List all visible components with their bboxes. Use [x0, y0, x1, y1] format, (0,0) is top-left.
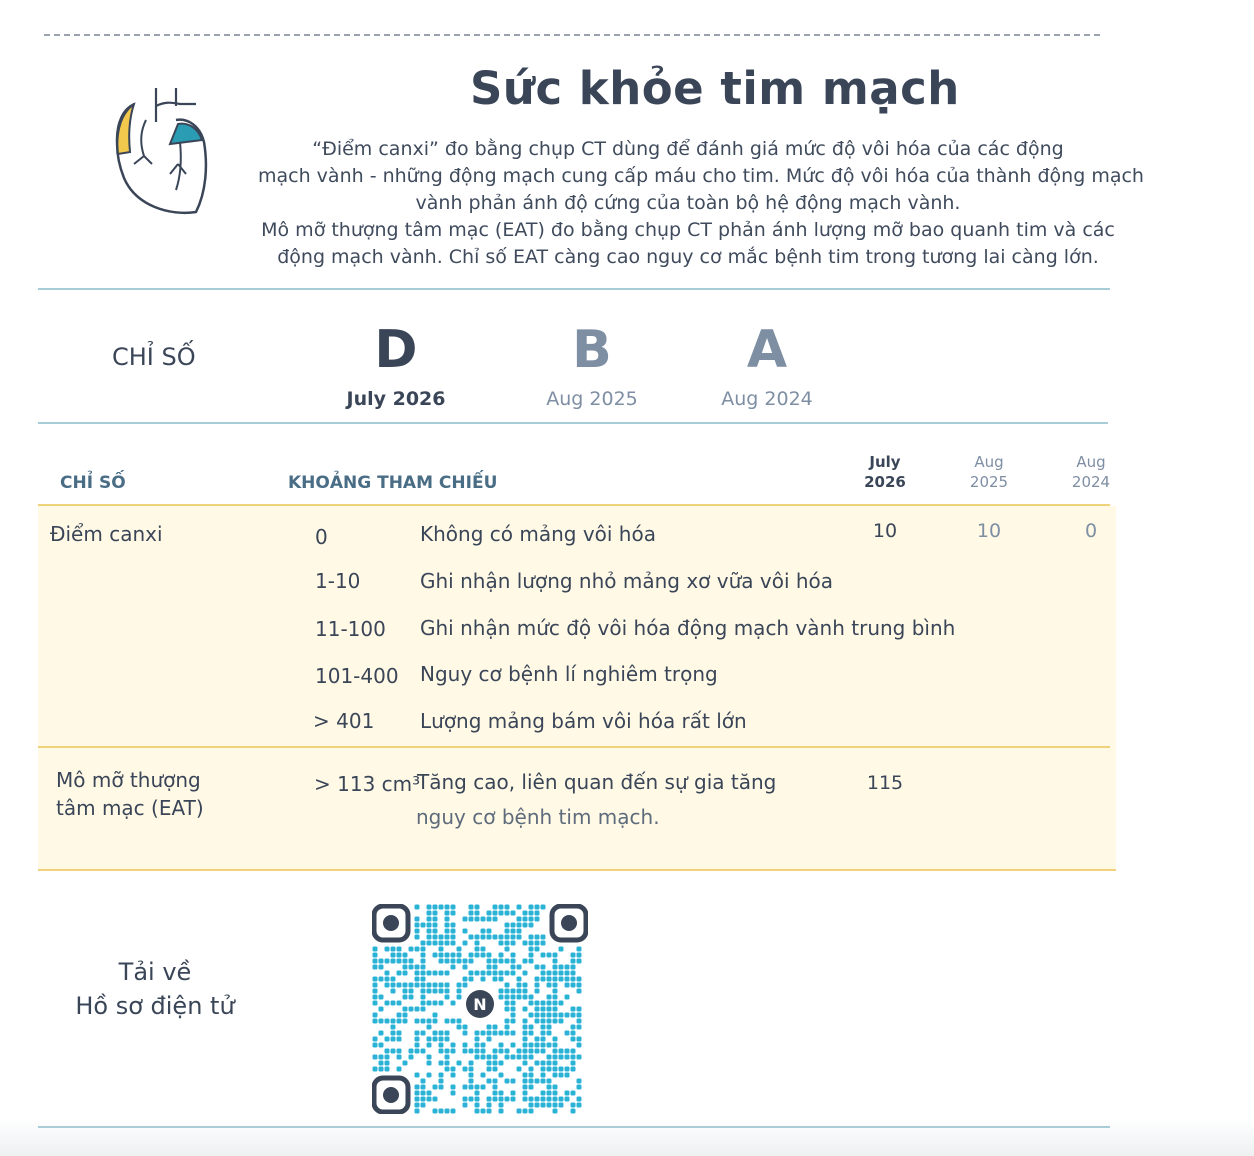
- divider: [38, 1126, 1110, 1128]
- range-description: nguy cơ bệnh tim mạch.: [416, 805, 660, 829]
- page-title: Sức khỏe tim mạch: [470, 62, 960, 115]
- grade-letter: B: [572, 320, 612, 380]
- range-description: Ghi nhận lượng nhỏ mảng xơ vữa vôi hóa: [420, 569, 834, 593]
- row-label-eat: [56, 766, 204, 822]
- page-bottom-shadow: [0, 1118, 1254, 1156]
- table-header-divider: [38, 504, 1110, 506]
- range-description: Tăng cao, liên quan đến sự gia tăng: [417, 770, 777, 794]
- qr-code[interactable]: [372, 904, 588, 1114]
- calcium-value-previous: 10: [976, 520, 1002, 542]
- heart-outline-icon: [100, 82, 220, 222]
- table-header-metric: CHỈ SỐ: [60, 473, 126, 493]
- eat-value-current: 115: [866, 772, 904, 794]
- range-description: Không có mảng vôi hóa: [420, 522, 656, 546]
- download-label-line: Tải về: [118, 958, 192, 986]
- intro-text: [258, 136, 1144, 271]
- qr-finder-bottom-left: [374, 1078, 408, 1112]
- grade-date: Aug 2024: [721, 388, 813, 410]
- intro-line: mạch vành - những động mạch cung cấp máu cho tim. Mức độ vôi hóa của thành động mạch: [258, 165, 1144, 187]
- grade-letter: A: [746, 320, 788, 380]
- intro-line: “Điểm canxi” đo bằng chụp CT dùng để đánh giá mức độ vôi hóa của các động: [312, 138, 1064, 160]
- table-header-date: [949, 452, 1029, 492]
- table-header-date-line: Aug: [974, 453, 1004, 471]
- range-value: 1-10: [315, 569, 361, 593]
- table-header-date-line: Aug: [1076, 453, 1106, 471]
- summary-label: CHỈ SỐ: [112, 343, 196, 371]
- table-header-date: [1051, 452, 1131, 492]
- table-header-date-line: 2024: [1071, 473, 1111, 491]
- grade-previous: [522, 322, 662, 410]
- table-header-date-line: July: [869, 453, 901, 471]
- table-header-reference: KHOẢNG THAM CHIẾU: [288, 473, 498, 493]
- calcium-value-oldest: 0: [1084, 520, 1098, 542]
- calcium-value-current: 10: [872, 520, 898, 542]
- intro-line: động mạch vành. Chỉ số EAT càng cao nguy cơ mắc bệnh tim trong tương lai càng lớn.: [277, 246, 1099, 268]
- top-dashed-divider: [44, 34, 1100, 36]
- table-bottom-divider: [38, 869, 1116, 871]
- range-description: Ghi nhận mức độ vôi hóa động mạch vành trung bình: [420, 616, 956, 640]
- divider: [38, 422, 1108, 424]
- intro-line: vành phản ánh độ cứng của toàn bộ hệ động mạch vành.: [415, 192, 961, 214]
- divider: [38, 288, 1110, 290]
- grade-date: Aug 2025: [546, 388, 638, 410]
- table-header-date-line: 2025: [969, 473, 1009, 491]
- row-label-line: Mô mỡ thượng: [56, 768, 201, 792]
- range-value: 0: [315, 525, 328, 549]
- grade-oldest: [697, 322, 837, 410]
- grade-current: [326, 322, 466, 410]
- range-value: > 401: [313, 709, 375, 733]
- table-header-date: [845, 452, 925, 492]
- row-label-calcium: Điểm canxi: [50, 522, 163, 546]
- row-divider: [38, 746, 1110, 748]
- qr-logo-letter: N: [473, 995, 487, 1014]
- intro-line: Mô mỡ thượng tâm mạc (EAT) đo bằng chụp CT phản ánh lượng mỡ bao quanh tim và các: [261, 219, 1115, 241]
- range-description: Lượng mảng bám vôi hóa rất lớn: [420, 709, 747, 733]
- qr-finder-top-left: [374, 906, 408, 940]
- range-value: 101-400: [315, 664, 399, 688]
- grade-letter: D: [374, 320, 418, 380]
- range-description: Nguy cơ bệnh lí nghiêm trọng: [420, 662, 718, 686]
- qr-finder-top-right: [552, 906, 586, 940]
- grade-date: July 2026: [346, 388, 446, 410]
- download-label: [40, 955, 270, 1023]
- download-label-line: Hồ sơ điện tử: [75, 992, 235, 1020]
- range-value: 11-100: [315, 617, 386, 641]
- range-value: > 113 cm³: [314, 772, 421, 796]
- row-label-line: tâm mạc (EAT): [56, 796, 204, 820]
- table-header-date-line: 2026: [864, 473, 906, 491]
